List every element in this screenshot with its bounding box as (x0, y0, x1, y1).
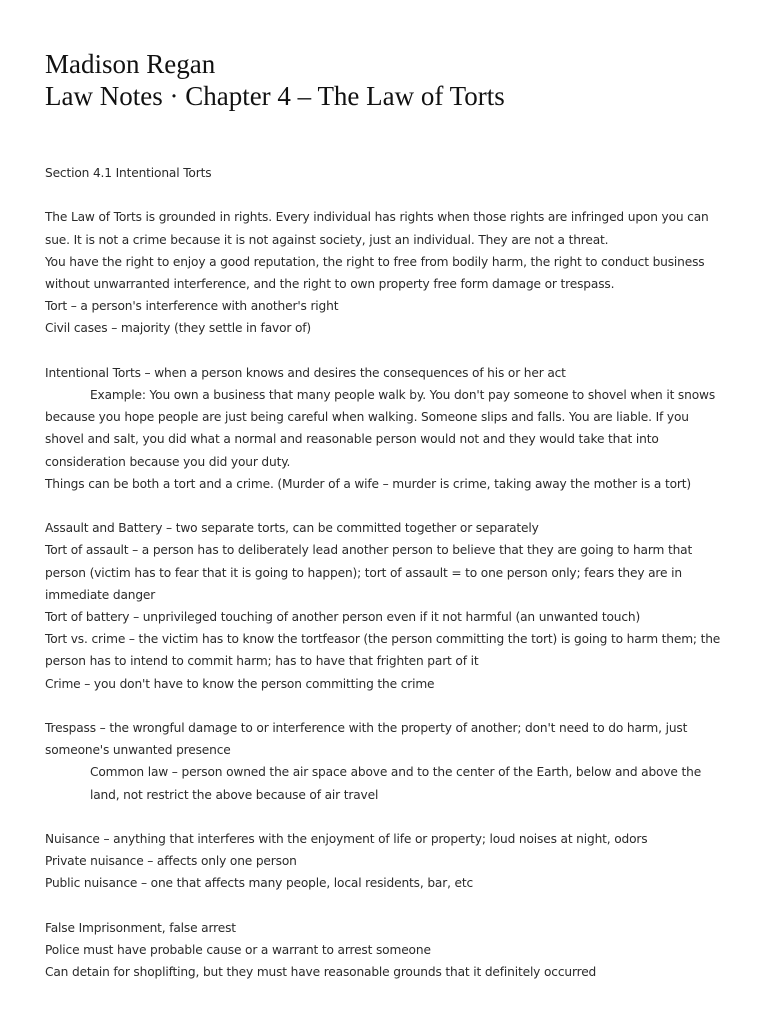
paragraph-gap (45, 695, 725, 717)
paragraph: Tort – a person's interference with another's right (45, 299, 339, 314)
paragraph: Things can be both a tort and a crime. (Murder of a wife – murder is crime, taking away the mother is a tort) (45, 476, 691, 491)
paragraph: Crime – you don't have to know the person committing the crime (45, 676, 435, 691)
document-title: Law Notes · Chapter 4 – The Law of Torts (45, 81, 505, 111)
paragraph-gap (45, 340, 725, 362)
paragraph: Can detain for shoplifting, but they must have reasonable grounds that it definitely occurred (45, 965, 597, 980)
paragraph: The Law of Torts is grounded in rights. Every individual has rights when those rights are infringed upon you can sue. It is not a crime because it is not against society, just an individual. They are not a threat. (45, 210, 709, 247)
paragraph: Tort vs. crime – the victim has to know the tortfeasor (the person committing the tort) is going to harm them; the person has to intend to commit harm; has to have that frighten part of it (45, 632, 721, 669)
author-name: Madison Regan (45, 49, 216, 79)
paragraph: Assault and Battery – two separate torts, can be committed together or separately (45, 521, 539, 536)
paragraph: Public nuisance – one that affects many people, local residents, bar, etc (45, 876, 474, 891)
paragraph-gap (45, 495, 725, 517)
paragraph: Tort of battery – unprivileged touching of another person even if it not harmful (an unwanted touch) (45, 610, 641, 625)
paragraph: Police must have probable cause or a warrant to arrest someone (45, 943, 431, 958)
document-body (45, 162, 725, 983)
paragraph: Nuisance – anything that interferes with the enjoyment of life or property; loud noises at night, odors (45, 832, 648, 847)
paragraph: You have the right to enjoy a good reputation, the right to free from bodily harm, the right to conduct business without unwarranted interference, and the right to own property free form damage or trespass. (45, 254, 705, 291)
paragraph: Civil cases – majority (they settle in favor of) (45, 321, 312, 336)
paragraph: False Imprisonment, false arrest (45, 920, 236, 935)
example-paragraph: Example: You own a business that many people walk by. You don't pay someone to shovel when it snows because you hope people are just being careful when walking. Someone slips and falls. You are liable. If you shovel and salt, you did what a normal and reasonable person would not and they would take that into consideration because you did your duty. (45, 388, 716, 469)
paragraph: Intentional Torts – when a person knows and desires the consequences of his or her act (45, 365, 566, 380)
paragraph: Tort of assault – a person has to deliberately lead another person to believe that they are going to harm that person (victim has to fear that it is going to happen); tort of assault = to one person only; fears they are in immediate danger (45, 543, 693, 602)
paragraph-gap (45, 184, 725, 206)
indented-paragraph: Common law – person owned the air space above and to the center of the Earth, below and above the land, not restrict the above because of air travel (90, 765, 702, 802)
section-heading: Section 4.1 Intentional Torts (45, 166, 212, 180)
document-page (45, 48, 725, 983)
paragraph: Trespass – the wrongful damage to or interference with the property of another; don't need to do harm, just someone's unwanted presence (45, 721, 688, 758)
paragraph: Private nuisance – affects only one person (45, 854, 297, 869)
paragraph-gap (45, 806, 725, 828)
paragraph-gap (45, 895, 725, 917)
